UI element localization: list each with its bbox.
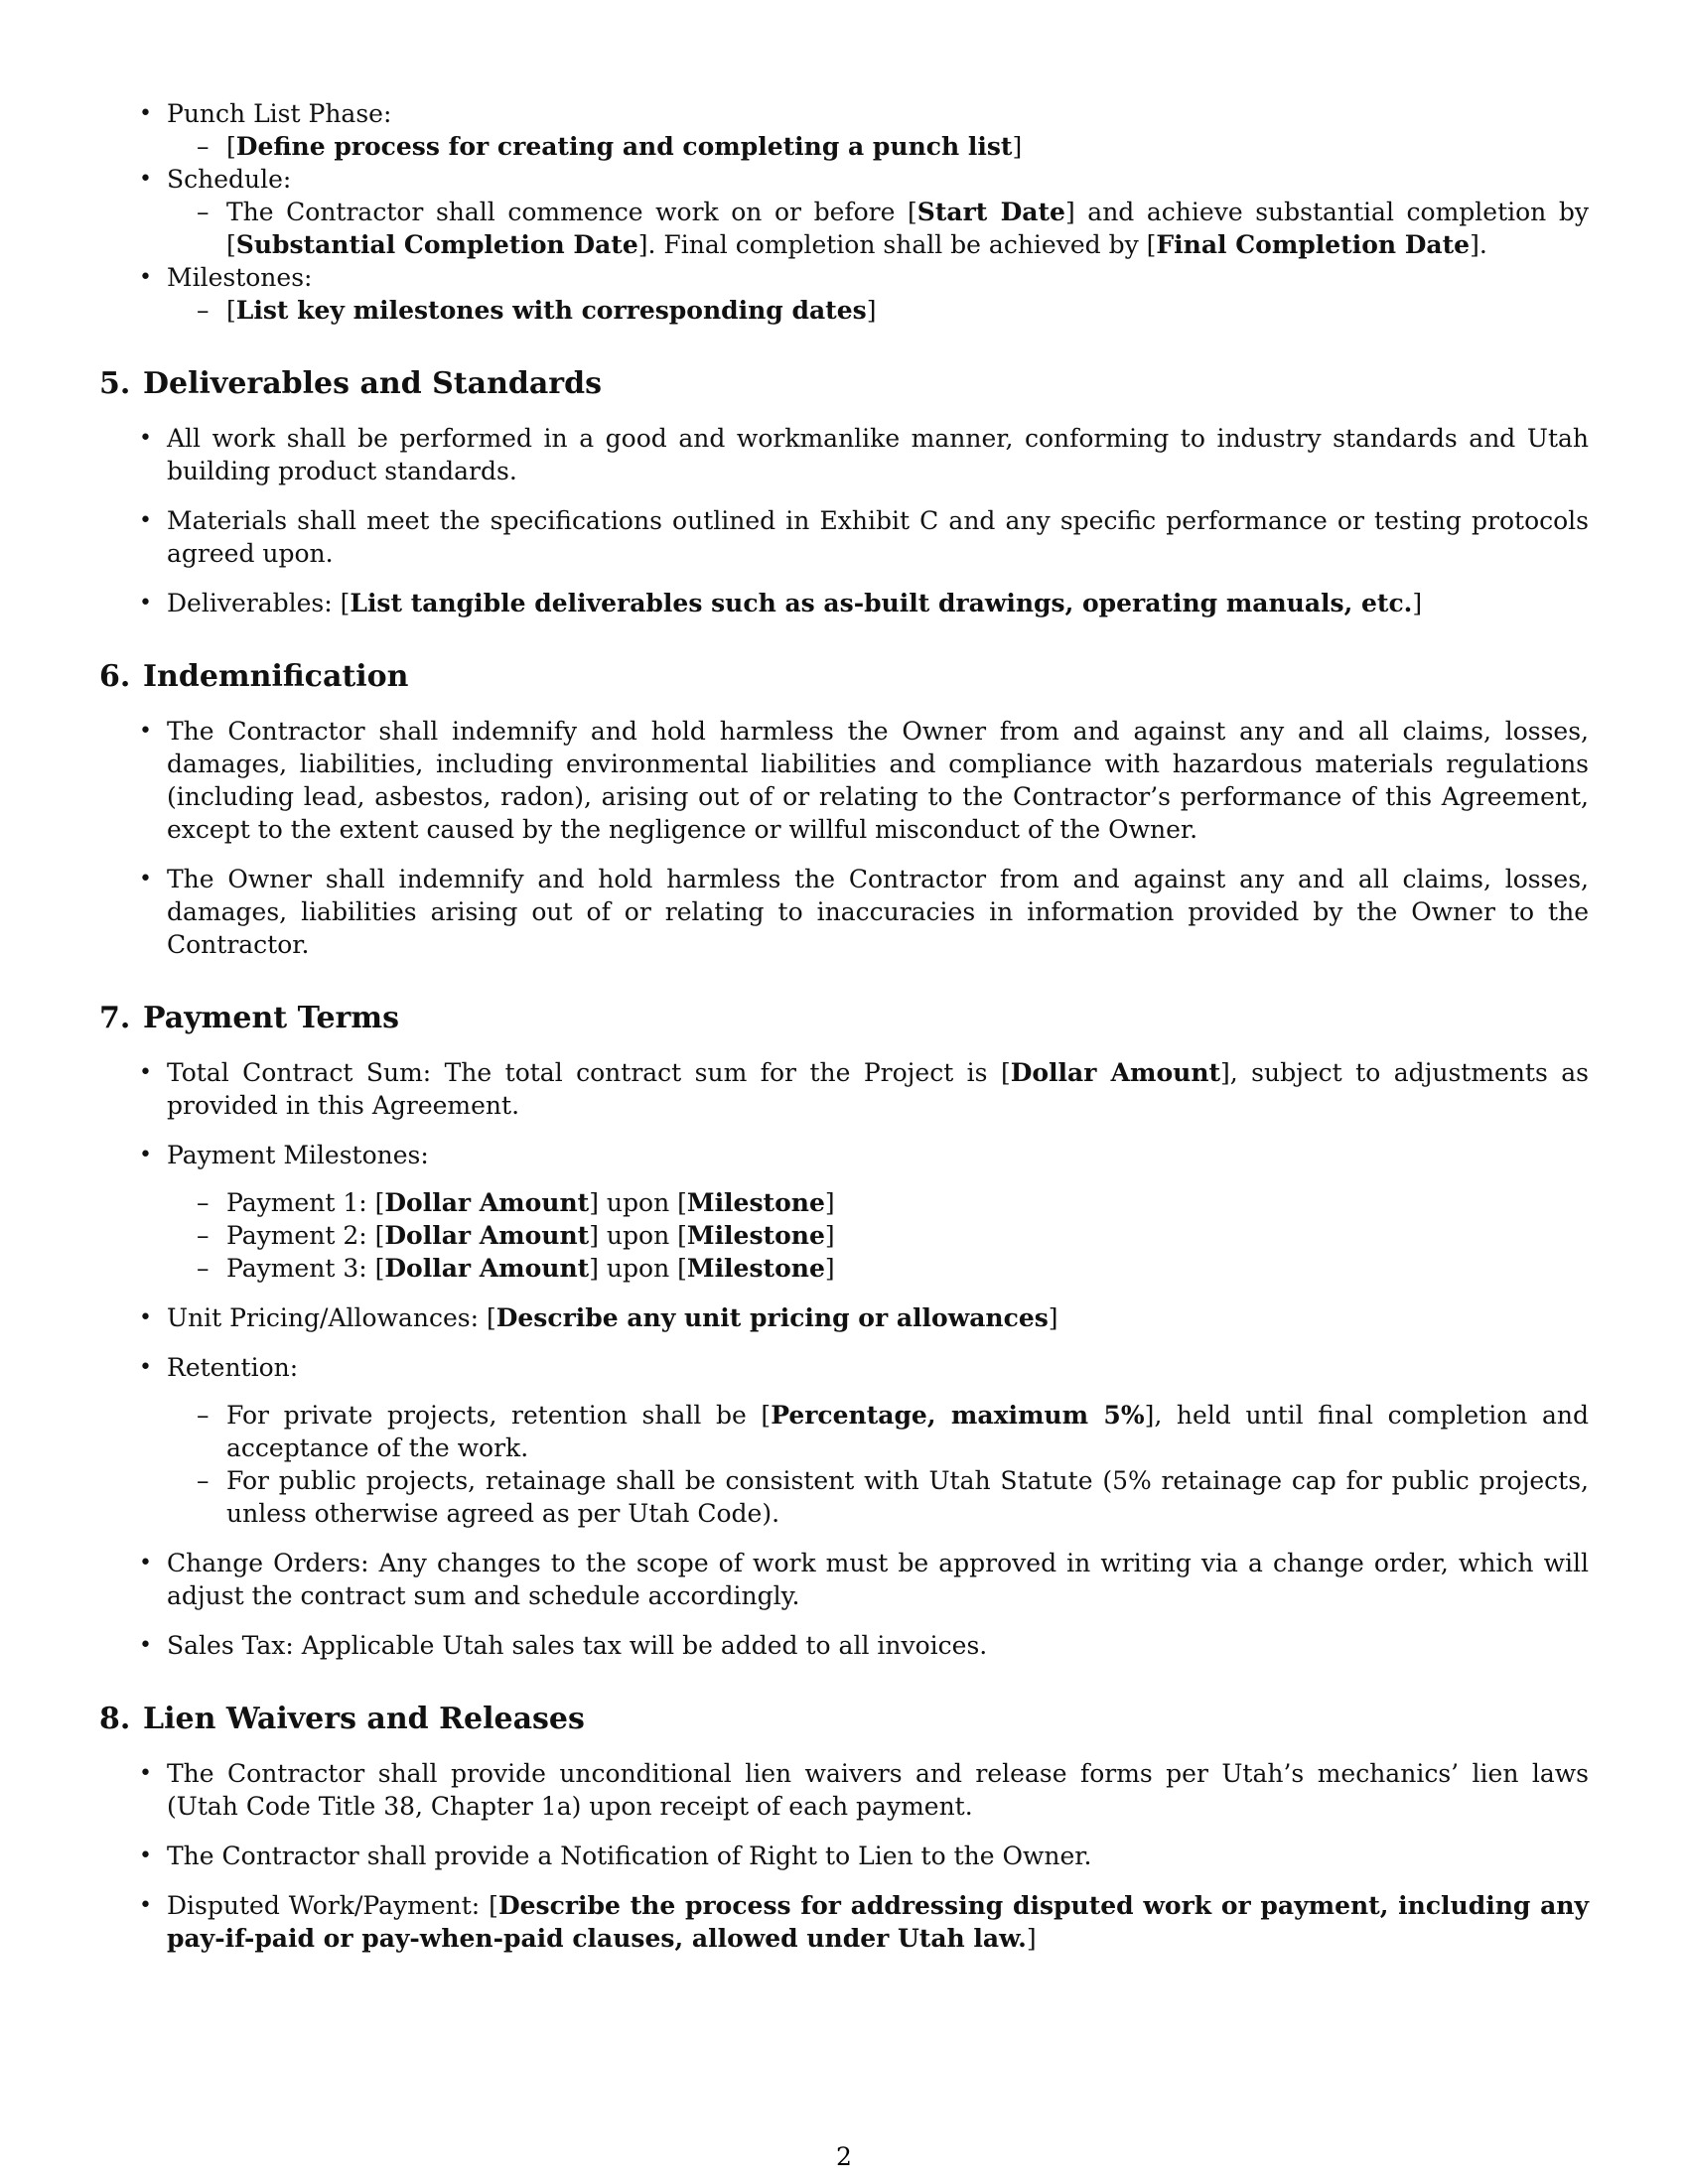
body-text: For public projects, retainage shall be consistent with Utah Statute (5% retainage cap for public projects, unless otherwise agreed as per Utah Code).: [226, 1466, 1589, 1528]
sub-list: [99, 1186, 1589, 1285]
list-item: [99, 261, 1589, 327]
body-text: ] upon [: [589, 1254, 687, 1283]
list-item: [99, 504, 1589, 570]
body-text: ]: [1048, 1303, 1058, 1332]
placeholder-text: Milestone: [686, 1254, 825, 1283]
placeholder-text: Dollar Amount: [384, 1188, 590, 1217]
section-heading: [99, 659, 1589, 695]
body-text: [: [226, 296, 236, 325]
body-text: ]: [1012, 132, 1023, 161]
body-text: For private projects, retention shall be [: [226, 1401, 772, 1430]
body-text: The Contractor shall provide a Notification of Right to Lien to the Owner.: [167, 1842, 1092, 1870]
section-number: 8.: [99, 1702, 131, 1736]
document-page: [99, 97, 1589, 1955]
sub-list-item: [167, 294, 1589, 327]
sub-list: [99, 196, 1589, 261]
sub-list-item: [167, 1219, 1589, 1252]
body-text: [: [226, 132, 236, 161]
placeholder-text: Start Date: [916, 198, 1065, 226]
page-number: 2: [836, 2142, 852, 2171]
section-list: [99, 1757, 1589, 1955]
list-item-label: Punch List Phase:: [167, 99, 392, 128]
section-heading: [99, 1702, 1589, 1737]
list-item: [99, 1056, 1589, 1122]
sub-list: [99, 1399, 1589, 1530]
section-title: Payment Terms: [143, 1001, 399, 1035]
body-text: Materials shall meet the specifications outlined in Exhibit C and any specific performance or testing protocols agreed upon.: [167, 506, 1589, 568]
placeholder-text: Milestone: [686, 1188, 825, 1217]
section-number: 5.: [99, 366, 131, 401]
body-text: ]: [1412, 589, 1423, 617]
placeholder-text: List tangible deliverables such as as-built drawings, operating manuals, etc.: [350, 589, 1413, 617]
placeholder-text: Describe any unit pricing or allowances: [495, 1303, 1049, 1332]
section-list: [99, 715, 1589, 961]
body-text: Payment 1: [: [226, 1188, 385, 1217]
body-text: Disputed Work/Payment: [: [167, 1891, 498, 1920]
list-item: [99, 863, 1589, 961]
body-text: Sales Tax: Applicable Utah sales tax will be added to all invoices.: [167, 1631, 988, 1660]
section-title: Deliverables and Standards: [143, 366, 602, 401]
body-text: ]: [824, 1188, 835, 1217]
sections-container: [99, 366, 1589, 1955]
placeholder-text: Substantial Completion Date: [235, 230, 638, 259]
placeholder-text: Final Completion Date: [1156, 230, 1471, 259]
body-text: Payment Milestones:: [167, 1141, 429, 1169]
body-text: Retention:: [167, 1353, 299, 1382]
list-item: [99, 1547, 1589, 1612]
body-text: Total Contract Sum: The total contract sum for the Project is [: [167, 1058, 1011, 1087]
body-text: All work shall be performed in a good and workmanlike manner, conforming to industry standards and Utah building product standards.: [167, 424, 1589, 485]
list-item: [99, 1629, 1589, 1662]
body-text: Payment 2: [: [226, 1221, 385, 1250]
body-text: ] upon [: [589, 1221, 687, 1250]
body-text: The Owner shall indemnify and hold harmless the Contractor from and against any and all claims, losses, damages, liabilities arising out of or relating to inaccuracies in information provided by the Owner to the Contractor.: [167, 865, 1589, 959]
list-item: [99, 1139, 1589, 1285]
body-text: ]: [824, 1254, 835, 1283]
body-text: ]: [824, 1221, 835, 1250]
body-text: Payment 3: [: [226, 1254, 385, 1283]
sub-list-item: [167, 1252, 1589, 1285]
body-text: ].: [1470, 230, 1487, 259]
body-text: Unit Pricing/Allowances: [: [167, 1303, 496, 1332]
list-item: [99, 715, 1589, 846]
section-list: [99, 1056, 1589, 1662]
placeholder-text: Dollar Amount: [1010, 1058, 1221, 1087]
section-heading: [99, 366, 1589, 402]
sub-list: [99, 294, 1589, 327]
sub-list-item: [167, 1464, 1589, 1530]
list-item: [99, 1889, 1589, 1955]
placeholder-text: List key milestones with corresponding dates: [235, 296, 867, 325]
body-text: The Contractor shall provide unconditional lien waivers and release forms per Utah’s mechanics’ lien laws (Utah Code Title 38, Chapter 1a) upon receipt of each payment.: [167, 1759, 1589, 1821]
body-text: Change Orders: Any changes to the scope of work must be approved in writing via a change order, which will adjust the contract sum and schedule accordingly.: [167, 1549, 1589, 1610]
section-number: 7.: [99, 1001, 131, 1035]
intro-list: [99, 97, 1589, 327]
section-number: 6.: [99, 659, 131, 694]
body-text: ] and achieve substantial completion by [: [226, 198, 1589, 259]
placeholder-text: Describe the process for addressing disputed work or payment, including any pay-if-paid or pay-when-paid clauses, allowed under Utah law.: [167, 1891, 1590, 1953]
body-text: ], held until final completion and acceptance of the work.: [226, 1401, 1589, 1462]
list-item: [99, 1840, 1589, 1872]
sub-list: [99, 130, 1589, 163]
section-heading: [99, 1001, 1589, 1036]
list-item-label: Schedule:: [167, 165, 292, 194]
sub-list-item: [167, 196, 1589, 261]
body-text: ]: [1026, 1924, 1037, 1953]
body-text: ], subject to adjustments as provided in this Agreement.: [167, 1058, 1589, 1120]
list-item: [99, 587, 1589, 619]
body-text: ] upon [: [589, 1188, 687, 1217]
section-title: Indemnification: [143, 659, 409, 694]
section-title: Lien Waivers and Releases: [143, 1702, 585, 1736]
body-text: Deliverables: [: [167, 589, 351, 617]
sub-list-item: [167, 1399, 1589, 1464]
list-item-label: Milestones:: [167, 263, 313, 292]
list-item: [99, 163, 1589, 261]
list-item: [99, 422, 1589, 487]
sub-list-item: [167, 130, 1589, 163]
list-item: [99, 97, 1589, 163]
list-item: [99, 1351, 1589, 1530]
body-text: The Contractor shall indemnify and hold harmless the Owner from and against any and all claims, losses, damages, liabilities, including environmental liabilities and compliance with hazardous materials regulations (including lead, asbestos, radon), arising out of or relating to the Contractor’s performance of this Agreement, except to the extent caused by the negligence or willful misconduct of the Owner.: [167, 717, 1589, 844]
body-text: ]: [866, 296, 877, 325]
body-text: ]. Final completion shall be achieved by [: [637, 230, 1157, 259]
sub-list-item: [167, 1186, 1589, 1219]
placeholder-text: Dollar Amount: [384, 1221, 590, 1250]
placeholder-text: Milestone: [686, 1221, 825, 1250]
body-text: The Contractor shall commence work on or before [: [226, 198, 917, 226]
section-list: [99, 422, 1589, 619]
placeholder-text: Percentage, maximum 5%: [771, 1401, 1145, 1430]
placeholder-text: Dollar Amount: [384, 1254, 590, 1283]
list-item: [99, 1301, 1589, 1334]
list-item: [99, 1757, 1589, 1823]
placeholder-text: Define process for creating and completing a punch list: [235, 132, 1013, 161]
